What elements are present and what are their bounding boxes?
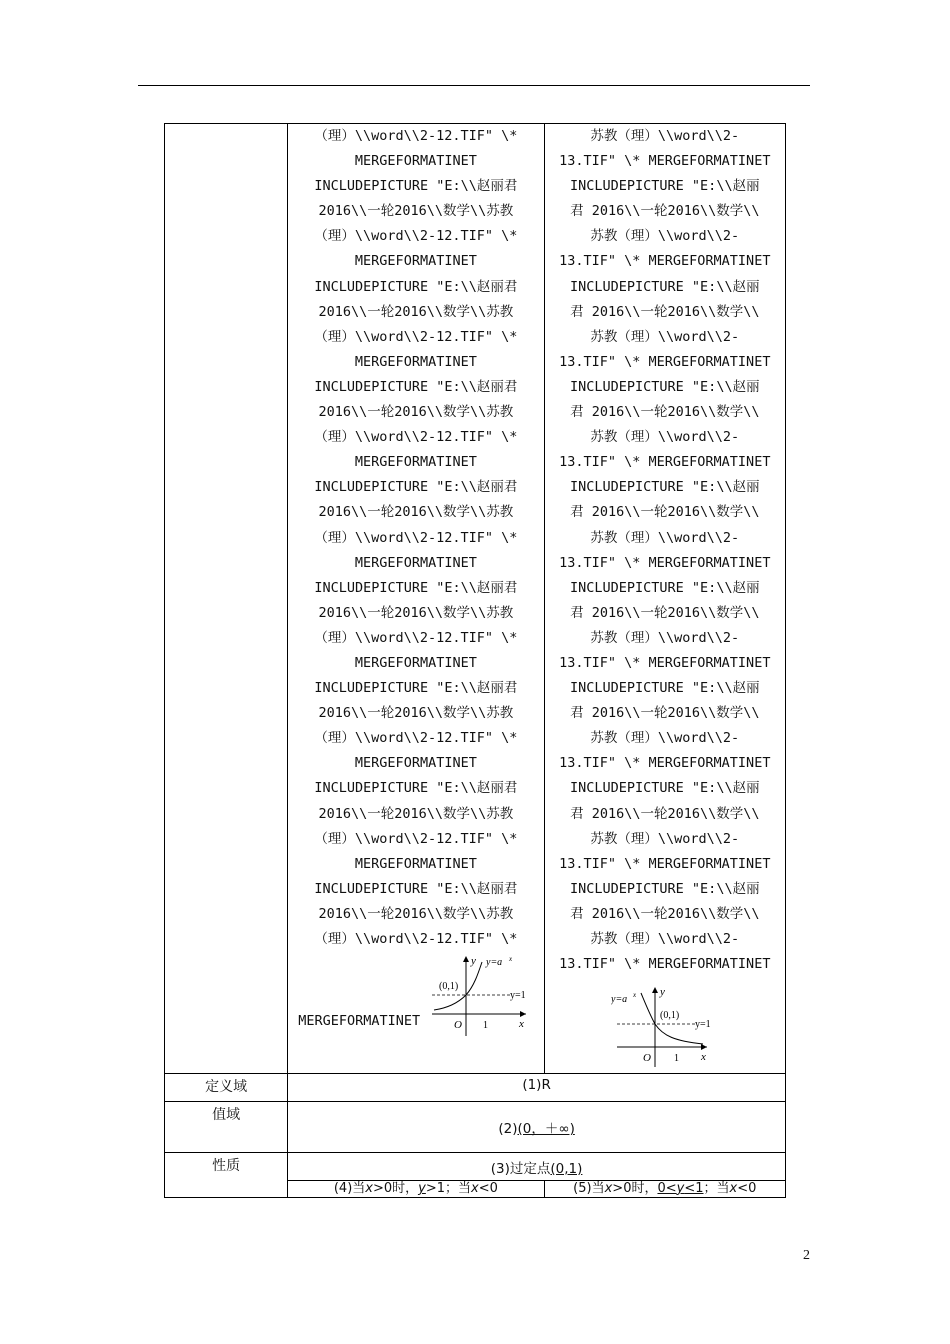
left-code-line: 2016\\一轮2016\\数学\\苏教: [318, 905, 514, 922]
left-code-line: INCLUDEPICTURE "E:\\赵丽君: [314, 479, 518, 496]
graph-increasing: [428, 952, 538, 1038]
right-code-line: INCLUDEPICTURE "E:\\赵丽: [570, 278, 760, 295]
right-code-line: INCLUDEPICTURE "E:\\赵丽: [570, 680, 760, 697]
range-row: [165, 1102, 786, 1153]
left-code-line: （理）\\word\\2-12.TIF" \*: [314, 830, 518, 847]
right-code-line: 君 2016\\一轮2016\\数学\\: [570, 905, 760, 922]
property-5: [544, 1181, 785, 1198]
right-code-line: 君 2016\\一轮2016\\数学\\: [570, 805, 760, 822]
graph-right-y-axis-label: y: [659, 986, 665, 999]
right-code-line: 13.TIF" \* MERGEFORMATINET: [559, 454, 771, 471]
right-code-line: INCLUDEPICTURE "E:\\赵丽: [570, 479, 760, 496]
left-code-line: INCLUDEPICTURE "E:\\赵丽君: [314, 278, 518, 295]
left-code-line: （理）\\word\\2-12.TIF" \*: [314, 128, 518, 144]
left-code-line: （理）\\word\\2-12.TIF" \*: [314, 931, 518, 947]
left-code-line: （理）\\word\\2-12.TIF" \*: [314, 328, 518, 345]
left-code-line: MERGEFORMATINET: [354, 353, 477, 370]
right-graph-cell: [544, 124, 785, 1074]
right-code-line: 13.TIF" \* MERGEFORMATINET: [559, 654, 771, 671]
right-code-line: INCLUDEPICTURE "E:\\赵丽: [570, 579, 760, 596]
left-code-line: MERGEFORMATINET: [354, 253, 477, 270]
right-code-line: 苏教（理）\\word\\2-: [590, 730, 740, 747]
right-code-line: 13.TIF" \* MERGEFORMATINET: [559, 353, 771, 370]
left-code-line: MERGEFORMATINET: [354, 454, 477, 471]
right-code-line: 君 2016\\一轮2016\\数学\\: [570, 504, 760, 521]
graph-left-x-axis-label: x: [519, 1018, 524, 1031]
left-code-line: INCLUDEPICTURE "E:\\赵丽君: [314, 378, 518, 395]
graph-left-point-label: (0,1): [439, 981, 459, 993]
left-code-line: （理）\\word\\2-12.TIF" \*: [314, 228, 518, 245]
graph-decreasing: [611, 981, 721, 1069]
exponential-function-table: [164, 123, 786, 1198]
left-code-line: MERGEFORMATINET: [354, 153, 477, 170]
right-code-line: 苏教（理）\\word\\2-: [590, 128, 740, 144]
p4-x: x: [365, 1181, 373, 1196]
graph-left-tick-label: 1: [483, 1020, 489, 1032]
properties-label: 性质: [165, 1153, 288, 1198]
left-code-line: 2016\\一轮2016\\数学\\苏教: [318, 203, 514, 220]
right-code-line: 13.TIF" \* MERGEFORMATINET: [559, 253, 771, 270]
p5-text-b: >0时，: [612, 1181, 658, 1196]
right-code-line: INCLUDEPICTURE "E:\\赵丽: [570, 880, 760, 897]
left-code-line: （理）\\word\\2-12.TIF" \*: [314, 529, 518, 546]
left-last-line: [288, 952, 543, 1038]
p5-text-d: <0: [737, 1181, 757, 1196]
property-4: [288, 1181, 544, 1198]
p4-text-d: <0: [478, 1181, 498, 1196]
right-code-line: 苏教（理）\\word\\2-: [590, 629, 740, 646]
graph-left-func-label: y=a: [486, 957, 503, 969]
left-code-line: INCLUDEPICTURE "E:\\赵丽君: [314, 178, 518, 195]
right-code-line: 13.TIF" \* MERGEFORMATINET: [559, 855, 771, 872]
range-prefix: (2): [498, 1121, 518, 1137]
graph-right-func-sup: x: [632, 991, 636, 1000]
graph-right-x-axis-label: x: [700, 1051, 706, 1064]
p4-x2: x: [471, 1181, 479, 1196]
p5-text-c: ；当: [703, 1181, 730, 1196]
left-code-line: （理）\\word\\2-12.TIF" \*: [314, 429, 518, 446]
range-value-cell: [288, 1102, 786, 1153]
domain-label: 定义域: [165, 1074, 288, 1102]
right-code-line: 13.TIF" \* MERGEFORMATINET: [559, 956, 771, 973]
right-code-line: 君 2016\\一轮2016\\数学\\: [570, 604, 760, 621]
graph-row-label-cell: [165, 124, 288, 1074]
range-label: 值域: [165, 1102, 288, 1153]
right-code-line: 苏教（理）\\word\\2-: [590, 830, 740, 847]
domain-row: [165, 1074, 786, 1102]
range-value: (0，＋∞): [517, 1121, 575, 1137]
left-code-line: MERGEFORMATINET: [354, 855, 477, 872]
left-code-line: INCLUDEPICTURE "E:\\赵丽君: [314, 579, 518, 596]
left-last-line-text: MERGEFORMATINET: [298, 1013, 421, 1029]
left-code-line: 2016\\一轮2016\\数学\\苏教: [318, 303, 514, 320]
right-code-line: 君 2016\\一轮2016\\数学\\: [570, 203, 760, 220]
right-code-line: INCLUDEPICTURE "E:\\赵丽: [570, 378, 760, 395]
p4-y: y: [418, 1181, 426, 1196]
right-code-line: INCLUDEPICTURE "E:\\赵丽: [570, 178, 760, 195]
property-3-prefix: (3)过定点: [490, 1161, 551, 1177]
graph-left-asymptote-label: y=1: [510, 990, 526, 1002]
left-code-line: 2016\\一轮2016\\数学\\苏教: [318, 805, 514, 822]
left-code-line: 2016\\一轮2016\\数学\\苏教: [318, 504, 514, 521]
p5-y: y: [676, 1181, 685, 1196]
graph-right-tick-label: 1: [673, 1053, 679, 1065]
graph-left-y-axis-label: y: [471, 955, 476, 968]
left-code-line: INCLUDEPICTURE "E:\\赵丽君: [314, 780, 518, 797]
p4-text-a: (4)当: [333, 1181, 366, 1196]
left-code-line: INCLUDEPICTURE "E:\\赵丽君: [314, 880, 518, 897]
right-code-line: 君 2016\\一轮2016\\数学\\: [570, 705, 760, 722]
graph-left-func-sup: x: [509, 955, 513, 964]
left-code-line: MERGEFORMATINET: [354, 654, 477, 671]
graph-right-asymptote-label: y=1: [694, 1019, 711, 1031]
graph-right-origin-label: O: [642, 1052, 651, 1065]
left-code-line: MERGEFORMATINET: [354, 755, 477, 772]
left-code-line: 2016\\一轮2016\\数学\\苏教: [318, 604, 514, 621]
left-code-line: 2016\\一轮2016\\数学\\苏教: [318, 404, 514, 421]
header-rule: [138, 85, 810, 86]
left-code-line: （理）\\word\\2-12.TIF" \*: [314, 629, 518, 646]
p4-text-b: >0时，: [372, 1181, 419, 1196]
right-code-line: 13.TIF" \* MERGEFORMATINET: [559, 755, 771, 772]
right-code-line: 苏教（理）\\word\\2-: [590, 328, 740, 345]
right-code-line: 苏教（理）\\word\\2-: [590, 529, 740, 546]
right-code-line: 苏教（理）\\word\\2-: [590, 429, 740, 446]
right-code-line: 君 2016\\一轮2016\\数学\\: [570, 303, 760, 320]
domain-value: (1)R: [288, 1074, 786, 1102]
right-code-line: 13.TIF" \* MERGEFORMATINET: [559, 153, 771, 170]
left-code-line: （理）\\word\\2-12.TIF" \*: [314, 730, 518, 747]
p5-u2: <1: [684, 1181, 704, 1196]
right-code-line: 苏教（理）\\word\\2-: [590, 228, 740, 245]
p5-u1: 0<: [657, 1181, 677, 1196]
left-code-line: INCLUDEPICTURE "E:\\赵丽君: [314, 680, 518, 697]
right-code-lines: [545, 124, 785, 977]
page-number: 2: [803, 1248, 810, 1263]
property-3-value: (0,1): [550, 1161, 583, 1177]
p5-x: x: [604, 1181, 613, 1196]
left-code-line: MERGEFORMATINET: [354, 554, 477, 571]
right-code-line: INCLUDEPICTURE "E:\\赵丽: [570, 780, 760, 797]
graph-right-point-label: (0,1): [659, 1010, 679, 1022]
graph-left-origin-label: O: [454, 1019, 463, 1032]
right-code-line: 君 2016\\一轮2016\\数学\\: [570, 404, 760, 421]
left-code-lines: [288, 124, 543, 952]
graph-right-func-label: y=a: [610, 994, 627, 1006]
right-code-line: 13.TIF" \* MERGEFORMATINET: [559, 554, 771, 571]
property-fixed-point: [288, 1153, 786, 1181]
p4-text-c: >1；当: [425, 1181, 472, 1196]
p5-text-a: (5)当: [573, 1181, 605, 1196]
left-code-line: 2016\\一轮2016\\数学\\苏教: [318, 705, 514, 722]
properties-row: [165, 1153, 786, 1181]
right-code-line: 苏教（理）\\word\\2-: [590, 931, 740, 947]
p5-x2: x: [729, 1181, 738, 1196]
graph-row: [165, 124, 786, 1074]
left-graph-cell: [288, 124, 544, 1074]
